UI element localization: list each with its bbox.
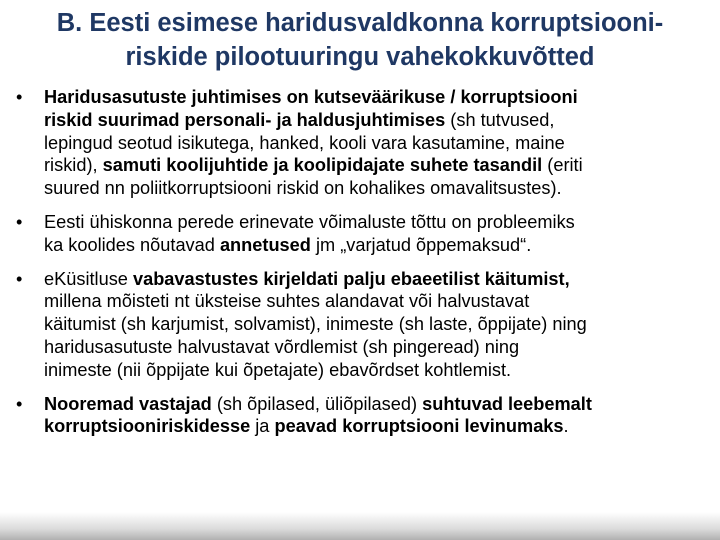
bullet-text-line (44, 177, 714, 200)
text-segment: ka koolides nõutavad (44, 234, 220, 255)
text-segment: haridusasutuste halvustavat võrdlemist (sh pingeread) ning (44, 336, 520, 357)
text-segment: . (563, 416, 569, 437)
bold-text-segment: korruptsiooniriskidesse (44, 416, 251, 437)
text-segment: inimeste (nii õppijate kui õpetajate) ebavõrdset kohtlemist. (44, 359, 512, 380)
text-segment: millena mõisteti nt üksteise suhtes alandavat või halvustavat (44, 291, 530, 312)
bullet-text-line (44, 211, 714, 234)
bullet-icon: • (16, 268, 23, 289)
bullet-item (14, 393, 714, 439)
bullet-text-line (44, 313, 714, 336)
bullet-text-line (44, 132, 714, 155)
text-segment: (eriti (542, 155, 583, 176)
text-segment: Eesti ühiskonna perede erinevate võimaluste tõttu on probleemiks (44, 211, 575, 232)
bold-text-segment: Haridusasutuste juhtimises on kutseväärikuse / korruptsiooni (44, 87, 578, 107)
bullet-list (14, 86, 714, 438)
text-segment: (sh tutvused, (445, 109, 555, 130)
bullet-icon: • (16, 87, 23, 107)
text-segment: jm „varjatud õppemaksud“. (310, 234, 532, 255)
bullet-text-line (44, 290, 714, 313)
bold-text-segment: Nooremad vastajad (44, 393, 212, 414)
bold-text-segment: peavad korruptsiooni levinumaks (274, 416, 564, 437)
text-segment: ja (250, 416, 275, 437)
text-segment: riskid), (44, 155, 103, 176)
bullet-text-line (44, 359, 714, 382)
bullet-item (14, 86, 714, 200)
text-segment: lepingud seotud isikutega, hanked, kooli vara kasutamine, maine (44, 132, 565, 153)
text-segment: eKüsitluse (44, 268, 133, 289)
bold-text-segment: samuti koolijuhtide ja koolipidajate suhete tasandil (102, 155, 543, 176)
bullet-text-line (44, 234, 714, 257)
bold-text-segment: suhtuvad leebemalt (422, 393, 592, 414)
bullet-icon: • (16, 393, 23, 414)
bullet-text-line (44, 109, 714, 132)
slide-title-line-2: riskide pilootuuringu vahekokkuvõtted (125, 43, 595, 71)
bullet-text-line (44, 393, 714, 416)
slide-title-line-1: B. Eesti esimese haridusvaldkonna korruptsiooni- (56, 9, 664, 37)
bold-text-segment: riskid suurimad personali- ja haldusjuhtimises (44, 109, 446, 130)
bullet-text-line (44, 268, 714, 291)
bullet-text-line (44, 415, 714, 438)
bold-text-segment: vabavastustes kirjeldati palju ebaeetilist käitumist, (132, 268, 570, 289)
bullet-icon: • (16, 211, 23, 232)
text-segment: käitumist (sh karjumist, solvamist), inimeste (sh laste, õppijate) ning (44, 314, 587, 335)
bold-text-segment: annetused (219, 234, 311, 255)
text-segment: suured nn poliitkorruptsiooni riskid on kohalikes omavalitsustes). (44, 178, 562, 199)
bullet-item (14, 268, 714, 382)
bullet-item (14, 211, 714, 257)
slide-title (10, 6, 710, 74)
bottom-shadow-decoration (0, 512, 720, 540)
text-segment: (sh õpilased, üliõpilased) (211, 393, 423, 414)
bullet-text-line (44, 86, 714, 109)
bullet-text-line (44, 336, 714, 359)
bullet-text-line (44, 154, 714, 177)
